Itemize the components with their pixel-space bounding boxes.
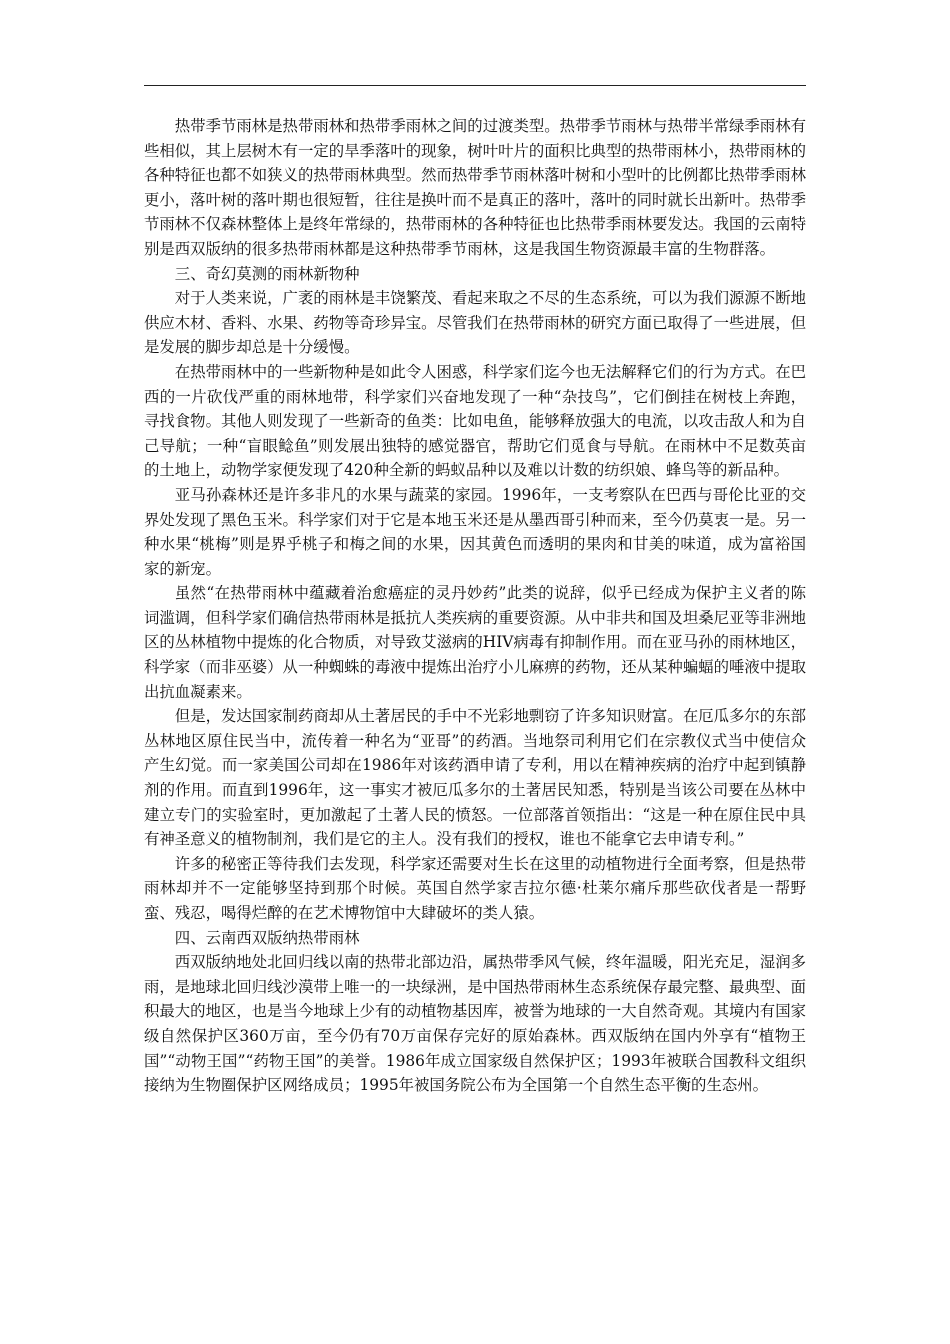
paragraph: 许多的秘密正等待我们去发现，科学家还需要对生长在这里的动植物进行全面考察，但是热带雨林却并不一定能够坚持到那个时候。英国自然学家吉拉尔德·杜莱尔痛斥那些砍伐者是一帮野蛮、残忍，喝得烂醉的在艺术博物馆中大肆破坏的类人猿。 <box>144 854 806 922</box>
section-heading: 三、奇幻莫测的雨林新物种 <box>174 264 360 283</box>
paragraph: 亚马孙森林还是许多非凡的水果与蔬菜的家园。1996年，一支考察队在巴西与哥伦比亚的交界处发现了黑色玉米。科学家们对于它是本地玉米还是从墨西哥引种而来，至今仍莫衷一是。另一种水果“桃梅”则是界乎桃子和梅之间的水果，因其黄色而透明的果肉和甘美的味道，成为富裕国家的新宠。 <box>144 485 806 578</box>
paragraph: 虽然“在热带雨林中蕴藏着治愈癌症的灵丹妙药”此类的说辞，似乎已经成为保护主义者的陈词滥调，但科学家们确信热带雨林是抵抗人类疾病的重要资源。从中非共和国及坦桑尼亚等非洲地区的丛林植物中提炼的化合物质，对导致艾滋病的HIV病毒有抑制作用。而在亚马孙的雨林地区，科学家（而非巫婆）从一种蜘蛛的毒液中提炼出治疗小儿麻痹的药物，还从某种蝙蝠的唾液中提取出抗血凝素来。 <box>144 584 806 701</box>
header-rule <box>144 85 806 86</box>
paragraph: 热带季节雨林是热带雨林和热带季雨林之间的过渡类型。热带季节雨林与热带半常绿季雨林有些相似，其上层树木有一定的旱季落叶的现象，树叶叶片的面积比典型的热带雨林小，热带雨林的各种特征也都不如狭义的热带雨林典型。然而热带季节雨林落叶树和小型叶的比例都比热带季雨林更小，落叶树的落叶期也很短暂，往往是换叶而不是真正的落叶，落叶的同时就长出新叶。热带季节雨林不仅森林整体上是终年常绿的，热带雨林的各种特征也比热带季雨林要发达。我国的云南特别是西双版纳的很多热带雨林都是这种热带季节雨林，这是我国生物资源最丰富的生物群落。 <box>144 117 806 258</box>
paragraph: 但是，发达国家制药商却从土著居民的手中不光彩地剽窃了许多知识财富。在厄瓜多尔的东部丛林地区原住民当中，流传着一种名为“亚哥”的药酒。当地祭司利用它们在宗教仪式当中使信众产生幻觉。而一家美国公司却在1986年对该药酒申请了专利，用以在精神疾病的治疗中起到镇静剂的作用。而直到1996年，这一事实才被厄瓜多尔的土著居民知悉，特别是当该公司要在丛林中建立专门的实验室时，更加激起了土著人民的愤怒。一位部落首领指出：“这是一种在原住民中具有神圣意义的植物制剂，我们是它的主人。没有我们的授权，谁也不能拿它去申请专利。” <box>144 707 806 849</box>
document-body <box>144 114 806 1098</box>
paragraph: 对于人类来说，广袤的雨林是丰饶繁茂、看起来取之不尽的生态系统，可以为我们源源不断地供应木材、香料、水果、药物等奇珍异宝。尽管我们在热带雨林的研究方面已取得了一些进展，但是发展的脚步却总是十分缓慢。 <box>144 289 806 357</box>
paragraph: 在热带雨林中的一些新物种是如此令人困惑，科学家们迄今也无法解释它们的行为方式。在巴西的一片砍伐严重的雨林地带，科学家们兴奋地发现了一种“杂技鸟”，它们倒挂在树枝上奔跑，寻找食物。其他人则发现了一些新奇的鱼类：比如电鱼，能够释放强大的电流，以攻击敌人和为自己导航；一种“盲眼鲶鱼”则发展出独特的感觉器官，帮助它们觅食与导航。在雨林中不足数英亩的土地上，动物学家便发现了420种全新的蚂蚁品种以及难以计数的纺织娘、蜂鸟等的新品种。 <box>144 362 806 480</box>
section-heading: 四、云南西双版纳热带雨林 <box>174 928 360 947</box>
paragraph: 西双版纳地处北回归线以南的热带北部边沿，属热带季风气候，终年温暖，阳光充足，湿润多雨，是地球北回归线沙漠带上唯一的一块绿洲，是中国热带雨林生态系统保存最完整、最典型、面积最大的地区，也是当今地球上少有的动植物基因库，被誉为地球的一大自然奇观。其境内有国家级自然保护区360万亩，至今仍有70万亩保存完好的原始森林。西双版纳在国内外享有“植物王国”“动物王国”“药物王国”的美誉。1986年成立国家级自然保护区；1993年被联合国教科文组织接纳为生物圈保护区网络成员；1995年被国务院公布为全国第一个自然生态平衡的生态州。 <box>144 953 806 1095</box>
